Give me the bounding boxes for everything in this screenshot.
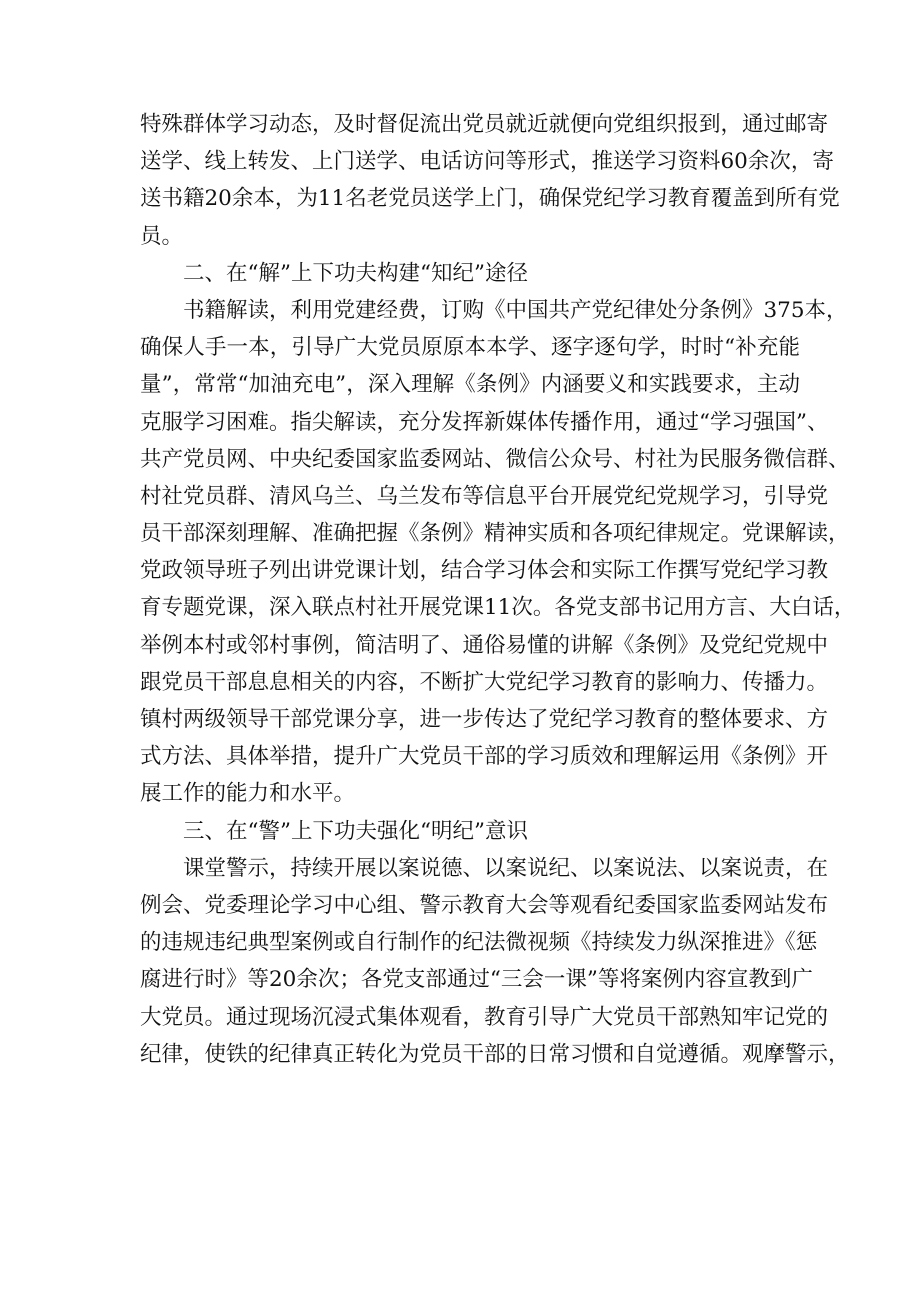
paragraph-line: 镇村两级领导干部党课分享，进一步传达了党纪学习教育的整体要求、方	[140, 707, 829, 732]
paragraph-line: 大党员。通过现场沉浸式集体观看，教育引导广大党员干部熟知牢记党的	[140, 1004, 829, 1030]
paragraph-line: 克服学习困难。指尖解读，充分发挥新媒体传播作用，通过“学习强国”、	[140, 409, 829, 435]
paragraph-line: 员。	[140, 223, 184, 249]
paragraph-line: 的违规违纪典型案例或自行制作的纪法微视频《持续发力纵深推进》《惩	[140, 930, 818, 956]
document-body	[140, 106, 856, 1073]
paragraph-line: 纪律，使铁的纪律真正转化为党员干部的日常习惯和自觉遵循。观摩警示，	[140, 1041, 850, 1067]
paragraph-line: 确保人手一本，引导广大党员原原本本学、逐字逐句学，时时“补充能	[140, 335, 800, 361]
paragraph-line: 展工作的能力和水平。	[140, 781, 356, 807]
paragraph-line: 例会、党委理论学习中心组、警示教育大会等观看纪委国家监委网站发布	[140, 892, 829, 918]
paragraph-line: 书籍解读，利用党建经费，订购《中国共产党纪律处分条例》375本，	[183, 297, 848, 323]
paragraph-line: 跟党员干部息息相关的内容，不断扩大党纪学习教育的影响力、传播力。	[140, 669, 829, 695]
section-heading: 二、在“解”上下功夫构建“知纪”途径	[183, 260, 528, 286]
paragraph-line: 课堂警示，持续开展以案说德、以案说纪、以案说法、以案说责，在	[183, 855, 829, 881]
paragraph-line: 党政领导班子列出讲党课计划，结合学习体会和实际工作撰写党纪学习教	[140, 558, 829, 584]
section-heading: 三、在“警”上下功夫强化“明纪”意识	[183, 818, 528, 844]
paragraph-line: 量”，常常“加油充电”，深入理解《条例》内涵要义和实践要求，主动	[140, 372, 800, 398]
paragraph-line: 特殊群体学习动态，及时督促流出党员就近就便向党组织报到，通过邮寄	[140, 112, 829, 137]
paragraph-line: 举例本村或邻村事例，简洁明了、通俗易懂的讲解《条例》及党纪党规中	[140, 632, 829, 658]
paragraph-line: 腐进行时》等20余次；各党支部通过“三会一课”等将案例内容宣教到广	[140, 967, 813, 993]
paragraph-line: 村社党员群、清风乌兰、乌兰发布等信息平台开展党纪党规学习，引导党	[140, 483, 829, 509]
paragraph-line: 共产党员网、中央纪委国家监委网站、微信公众号、村社为民服务微信群、	[140, 446, 850, 472]
paragraph-line: 式方法、具体举措，提升广大党员干部的学习质效和理解运用《条例》开	[140, 744, 829, 770]
paragraph-line: 育专题党课，深入联点村社开展党课11次。各党支部书记用方言、大白话，	[140, 595, 856, 621]
paragraph-line: 送学、线上转发、上门送学、电话访问等形式，推送学习资料60余次，寄	[140, 149, 834, 175]
paragraph-line: 送书籍20余本，为11名老党员送学上门，确保党纪学习教育覆盖到所有党	[140, 186, 840, 212]
paragraph-line: 员干部深刻理解、准确把握《条例》精神实质和各项纪律规定。党课解读，	[140, 521, 850, 547]
